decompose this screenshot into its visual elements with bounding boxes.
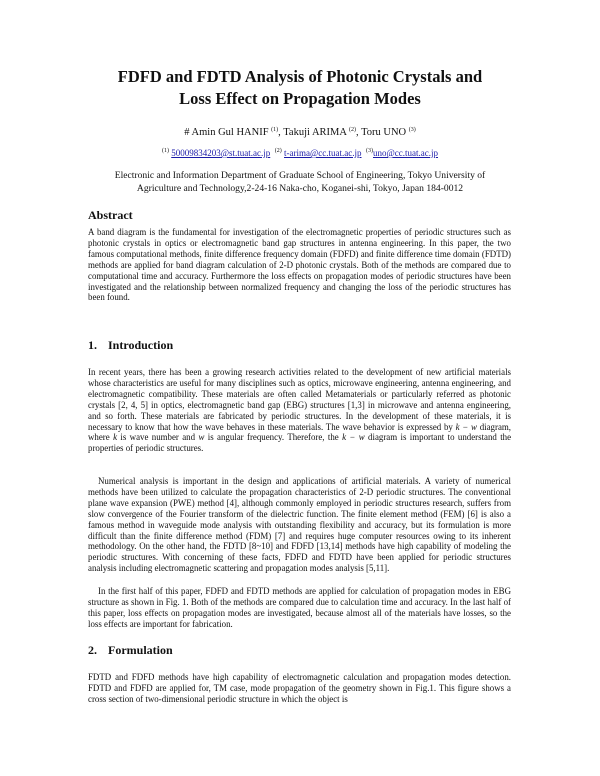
intro-p1-text-a: In recent years, there has been a growing research activities related to the development of new artificial materials whose characteristics are useful for many disciplines such as optics, microwave engineering, antenna engineering, and electromagnetic compatibility. These materials are often called Metamaterials or particularly referred as photonic crystals [2, 4, 5] in optics, electromagnetic band gap (EBG) structures [1,3] in microwave and antenna engineering, and so forth. These materials are fabricated by periodic structures. In the development of these materials, it is necessary to know that how the wave behaves in these materials. The wave behavior is expressed by	[88, 367, 511, 432]
email-1-sup: (1)	[161, 148, 169, 154]
email-link-3[interactable]: uno@cc.tuat.ac.jp	[373, 148, 439, 158]
introduction-paragraph-1	[88, 367, 511, 454]
formulation-title: Formulation	[108, 643, 173, 657]
introduction-heading	[88, 338, 173, 352]
k-math: k	[113, 432, 118, 443]
paper-title	[60, 66, 540, 110]
kw-math-2: k − w	[342, 432, 365, 443]
email-3-sup: (3)	[366, 148, 373, 154]
email-list	[60, 145, 540, 159]
email-link-1[interactable]: 50009834203@st.tuat.ac.jp	[171, 148, 271, 158]
affiliation-line-2: Agriculture and Technology,2-24-16 Naka-cho, Koganei-shi, Tokyo, Japan 184-0012	[136, 182, 464, 194]
author-2-sup: (2)	[349, 127, 357, 133]
affiliation	[70, 170, 530, 195]
title-line-2: Loss Effect on Propagation Modes	[179, 89, 421, 108]
introduction-paragraph-3: In the first half of this paper, FDFD and FDTD methods are applied for calculation of propagation modes in EBG structure as shown in Fig. 1. Both of the methods are compared due to calculation time and accuracy. In the last half of this paper, loss effects on propagation modes are investigated, because almost all of the materials have losses, so the loss effects are important for fabrication.	[88, 586, 511, 629]
formulation-number: 2.	[88, 643, 97, 657]
author-2: Takuji ARIMA	[283, 127, 347, 138]
abstract-heading: Abstract	[88, 208, 133, 222]
author-list: # Amin Gul HANIF $^{(1)}$, Takuji ARIMA $^{(2)}$, Toru UNO $^{(3)}$	[184, 127, 416, 138]
author-3-sup: (3)	[408, 127, 416, 133]
abstract-text: A band diagram is the fundamental for investigation of the electromagnetic properties of periodic structures such as photonic crystals in optics or electromagnetic band gap structures in antenna engineering. In this paper, the two famous computational methods, finite difference frequency domain (FDFD) and finite difference time domain (FDTD) methods are applied for band diagram calculation of 2-D photonic crystals. Both of the methods are compared due to computational time and accuracy. Furthermore the loss effects on propagation modes of periodic structures have been investigated and the relationship between normalized frequency and changing the loss of the periodic structures has been found.	[88, 227, 511, 303]
formulation-paragraph-1: FDTD and FDFD methods have high capability of electromagnetic calculation and propagation modes detection. FDTD and FDFD are applied for, TM case, mode propagation of the geometry shown in Fig.1. This figure shows a cross section of two-dimensional periodic structure in which the object is	[88, 672, 511, 704]
author-1: # Amin Gul HANIF	[184, 127, 269, 138]
kw-math-1: k − w	[455, 421, 477, 432]
email-2-sup: (2)	[274, 148, 282, 154]
introduction-paragraph-2: Numerical analysis is important in the design and applications of artificial materials. A variety of numerical methods have been utilized to calculate the propagation characteristics of 2-D periodic structures. The conventional plane wave expansion (PWE) method [4], although commonly employed in periodic structures research, suffers from slow convergence of the Fourier transform of the dielectric function. The finite element method (FEM) [6] is also a famous method in waveguide mode analysis with outstanding flexibility and accuracy, but its formulation is more difficult than the finite difference method (FDM) [7] and requires huge computer resources owing to its inherent methodology. On the other hand, the FDTD [8~10] and FDFD [13,14] methods have high capability of modeling the periodic structures. With concerning of these facts, FDFD and FDTD have been applied for periodic structures analysis including electromagnetic scattering and propagation modes analysis [5,11].	[88, 476, 511, 574]
intro-p1-text-b: diagram, where	[88, 421, 512, 443]
title-line-1: FDFD and FDTD Analysis of Photonic Crystals and	[117, 67, 483, 86]
affiliation-line-1: Electronic and Information Department of Graduate School of Engineering, Tokyo University of	[114, 170, 486, 181]
formulation-heading	[88, 643, 173, 657]
intro-p1-text-c: is wave number and	[120, 432, 196, 443]
email-link-2[interactable]: t-arima@cc.tuat.ac.jp	[284, 148, 362, 158]
author-3: Toru UNO	[361, 127, 407, 138]
introduction-title: Introduction	[108, 338, 174, 352]
intro-p1-text-e: diagram is important to understand the properties of periodic structures.	[88, 432, 512, 454]
w-math: w	[198, 432, 205, 443]
intro-p1-text-d: is angular frequency. Therefore, the	[207, 432, 339, 443]
introduction-number: 1.	[88, 338, 97, 352]
author-1-sup: (1)	[271, 127, 279, 133]
